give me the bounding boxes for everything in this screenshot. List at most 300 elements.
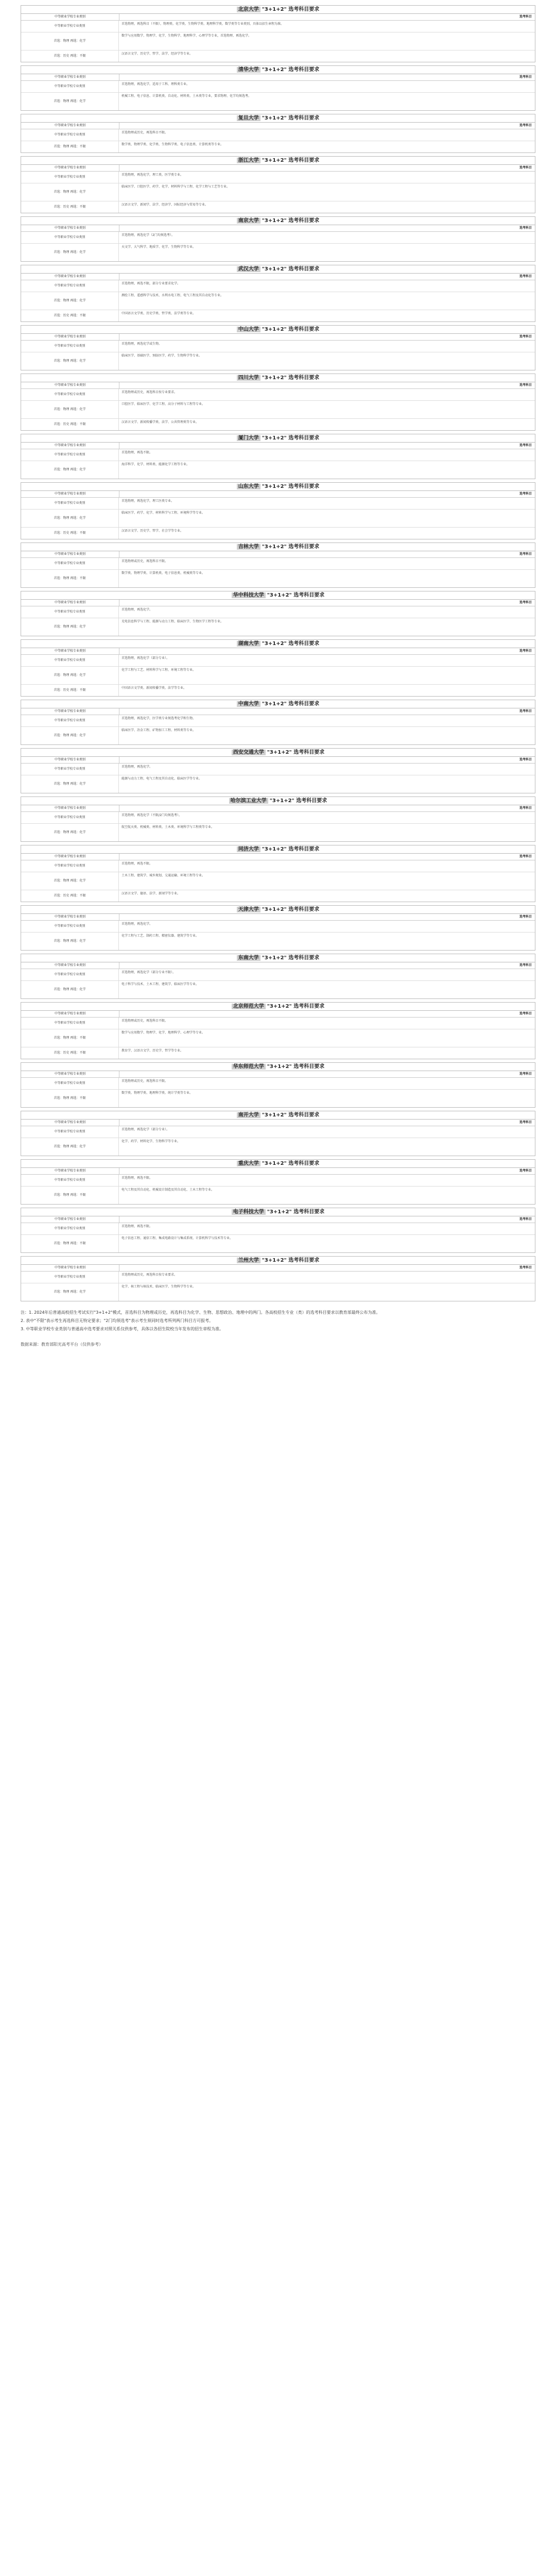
row-label: 首选：历史 再选：不限 [21,1047,119,1059]
header-right: 选考科目 [519,226,532,230]
row-value: 电子科学与技术、土木工程、建筑学、临床医学等专业。 [121,982,199,986]
row-value: 机械工程、电子信息、计算机类、自动化、材料类、土木类等专业，要求物理、化学均须选考。 [121,94,252,98]
table-header-row [21,74,535,81]
section-suffix: "3+1+2" 选考科目要求 [262,955,320,961]
table-row [21,775,535,793]
table-row [21,921,535,933]
row-label: 首选：物理 再选：化学 [21,775,119,793]
table-row [21,310,535,321]
header-left: 中等职业学校专业类别 [21,708,119,715]
row-value: 教育学、汉语言文学、历史学、哲学等专业。 [121,1049,184,1053]
table-row [21,933,535,950]
table-row [21,401,535,419]
header-left: 中等职业学校专业类别 [21,648,119,654]
header-right: 选考科目 [519,552,532,556]
requirements-section [21,65,535,111]
row-value: 数学类、物理学类、计算机类、电子信息类、机械类等专业。 [121,571,205,575]
row-label: 首选：物理 再选：不限 [21,570,119,587]
table-row [21,21,535,32]
university-name: 北京师范大学 [232,1004,266,1009]
requirements-section [21,1159,535,1205]
row-label: 中等职业学校专业类别 [21,129,119,141]
row-label: 中等职业学校专业类别 [21,969,119,980]
row-value: 首选物理，再选化学（部分专业）。 [121,1128,170,1131]
section-title [21,1063,535,1071]
table-row [21,1090,535,1107]
table-row [21,341,535,352]
table-row [21,81,535,93]
header-right: 选考科目 [519,709,532,713]
row-value: 化学工程与工艺、制药工程、精密仪器、建筑学等专业。 [121,934,199,938]
section-title [21,157,535,165]
requirements-section [21,434,535,479]
header-left: 中等职业学校专业类别 [21,443,119,449]
university-name: 吉林大学 [237,544,260,550]
row-value: 首选物理，再选科目（不限），物理类、化学类、生物科学类、地理科学类、数学类等专业类别，具体以招生章程为准。 [121,22,284,26]
table-row [21,244,535,261]
row-label: 首选：物理 再选：化学 [21,981,119,998]
row-value: 数学与应用数学、物理学、化学、生物科学、地理科学、心理学等专业，首选物理、再选化学。 [121,34,252,38]
header-right: 选考科目 [519,915,532,919]
row-value: 数学类、物理学类、地理科学类、统计学类等专业。 [121,1091,193,1095]
header-left: 中等职业学校专业类别 [21,757,119,763]
row-value: 化学工程与工艺、材料科学与工程、环境工程等专业。 [121,668,196,672]
note-paragraph: 3. 中等职业学校专业类别与普通高中选考要求对照关系仅供参考，具体以各招生院校当年发布的招生章程为准。 [21,1327,224,1331]
header-left: 中等职业学校专业类别 [21,1216,119,1223]
row-value: 首选物理，再选化学（不限/2门均须选考）。 [121,814,182,817]
section-title [21,1257,535,1265]
row-value: 汉语言文学、德语、法学、新闻学等专业。 [121,892,181,895]
row-label: 首选：物理 再选：化学 [21,1138,119,1156]
row-label: 首选：物理 再选：不限 [21,1029,119,1047]
row-value: 汉语言文学、新闻学、法学、经济学、国际经济与贸易等专业。 [121,203,208,207]
header-left: 中等职业学校专业类别 [21,1265,119,1271]
row-value: 测绘工程、遥感科学与技术、水利水电工程、电气工程及其自动化等专业。 [121,294,224,297]
requirements-section [21,639,535,697]
university-name: 哈尔滨工业大学 [229,798,268,804]
table-header-row [21,805,535,812]
university-name: 湖南大学 [237,641,260,647]
section-suffix: "3+1+2" 选考科目要求 [262,907,320,912]
row-label: 首选：物理 再选：不限 [21,1187,119,1204]
row-label: 中等职业学校专业类别 [21,1223,119,1234]
section-suffix: "3+1+2" 选考科目要求 [262,375,320,381]
table-header-row [21,1265,535,1272]
section-suffix: "3+1+2" 选考科目要求 [262,115,320,121]
section-title [21,66,535,74]
requirements-section [21,156,535,213]
row-value: 首选物理，再选化学，理工医类专业。 [121,499,175,503]
row-value: 光电信息科学与工程、能源与动力工程、临床医学、生物医学工程等专业。 [121,620,224,623]
university-name: 西安交通大学 [232,750,266,755]
table-header-row [21,382,535,389]
header-left: 中等职业学校专业类别 [21,165,119,171]
table-row [21,764,535,775]
table-row [21,389,535,401]
table-header-row [21,1216,535,1223]
header-left: 中等职业学校专业类别 [21,274,119,280]
university-name: 四川大学 [237,375,260,381]
university-name: 天津大学 [237,907,260,912]
requirements-section [21,5,535,62]
row-label: 首选：历史 再选：不限 [21,310,119,321]
table-row [21,981,535,998]
university-name: 武汉大学 [237,266,260,272]
university-name: 华中科技大学 [232,592,266,598]
row-label: 中等职业学校专业类别 [21,860,119,872]
header-right: 选考科目 [519,444,532,447]
university-name: 同济大学 [237,846,260,852]
header-right: 选考科目 [519,1072,532,1076]
section-suffix: "3+1+2" 选考科目要求 [267,1004,325,1009]
row-label: 中等职业学校专业类别 [21,1018,119,1029]
section-title [21,217,535,225]
table-header-row [21,14,535,21]
row-label: 中等职业学校专业类别 [21,341,119,352]
table-row [21,50,535,62]
table-row [21,1126,535,1138]
table-row [21,1138,535,1156]
section-suffix: "3+1+2" 选考科目要求 [262,266,320,272]
table-row [21,232,535,244]
university-name: 南京大学 [237,218,260,224]
row-value: 首选物理，再选化学。 [121,922,153,926]
university-name: 华东师范大学 [232,1064,266,1070]
section-title [21,954,535,962]
row-value: 首选物理，再选不限。 [121,1176,153,1180]
table-row [21,498,535,510]
section-suffix: "3+1+2" 选考科目要求 [269,798,327,804]
row-value: 首选物理或历史，再选科目不限。 [121,131,168,134]
requirements-section [21,1208,535,1253]
university-name: 电子科技大学 [232,1209,266,1215]
table-header-row [21,708,535,715]
row-value: 汉语言文学、历史学、哲学、法学、经济学等专业。 [121,52,193,56]
row-label: 中等职业学校专业类别 [21,172,119,183]
header-right: 选考科目 [519,855,532,858]
table-row [21,570,535,587]
header-right: 选考科目 [519,15,532,19]
header-right: 选考科目 [519,492,532,496]
section-suffix: "3+1+2" 选考科目要求 [262,158,320,163]
header-left: 中等职业学校专业类别 [21,1120,119,1126]
table-row [21,352,535,370]
row-value: 化学、药学、材料化学、生物科学等专业。 [121,1140,181,1143]
header-left: 中等职业学校专业类别 [21,854,119,860]
requirements-section [21,374,535,431]
row-label: 首选：物理 再选：化学 [21,352,119,370]
note-paragraph: 2. 表中"不限"表示考生再选科目无特定要求；"2门均须选考"表示考生须同时选考所列两门科目方可报考。 [21,1318,213,1323]
row-value: 土木工程、建筑学、城乡规划、交通运输、环境工程等专业。 [121,874,205,877]
row-value: 能源与动力工程、电气工程及其自动化、临床医学等专业。 [121,777,202,781]
header-right: 选考科目 [519,758,532,761]
row-label: 中等职业学校专业类别 [21,606,119,618]
row-value: 首选物理，再选不限，部分专业要求化学。 [121,282,181,285]
row-label: 中等职业学校专业类别 [21,232,119,243]
row-label: 首选：物理 再选：化学 [21,824,119,841]
section-suffix: "3+1+2" 选考科目要求 [262,641,320,647]
section-suffix: "3+1+2" 选考科目要求 [262,1258,320,1263]
table-row [21,32,535,50]
requirements-section [21,1002,535,1059]
row-label: 首选：历史 再选：不限 [21,201,119,213]
table-row [21,558,535,570]
row-value: 数学类、物理学类、化学类、生物科学类、电子信息类、计算机类等专业。 [121,143,224,146]
row-label: 首选：物理 再选：化学 [21,93,119,110]
table-header-row [21,962,535,969]
section-suffix: "3+1+2" 选考科目要求 [262,484,320,489]
header-left: 中等职业学校专业类别 [21,382,119,388]
row-label: 中等职业学校专业类别 [21,921,119,932]
row-label: 中等职业学校专业类别 [21,1175,119,1186]
row-value: 口腔医学、临床医学、化学工程、高分子材料与工程等专业。 [121,402,205,406]
table-row [21,618,535,636]
header-left: 中等职业学校专业类别 [21,551,119,557]
table-header-row [21,600,535,606]
row-value: 数学与应用数学、物理学、化学、地理科学、心理学等专业。 [121,1031,205,1035]
header-left: 中等职业学校专业类别 [21,123,119,129]
section-title [21,1111,535,1120]
header-right: 选考科目 [519,1121,532,1124]
row-label: 中等职业学校专业类别 [21,1126,119,1138]
row-value: 中国语言文学类、历史学类、哲学类、法学类等专业。 [121,312,196,315]
row-label: 中等职业学校专业类别 [21,449,119,461]
header-left: 中等职业学校专业类别 [21,225,119,231]
requirements-section [21,1111,535,1156]
row-value: 首选物理或历史，再选科目不限。 [121,560,168,563]
row-label: 中等职业学校专业类别 [21,21,119,32]
section-title [21,906,535,914]
header-right: 选考科目 [519,335,532,338]
section-title [21,265,535,274]
table-row [21,183,535,201]
row-value: 汉语言文学、新闻传播学类、法学、公共管理类等专业。 [121,420,199,424]
table-row [21,1283,535,1301]
row-label: 首选：历史 再选：不限 [21,50,119,62]
section-suffix: "3+1+2" 选考科目要求 [262,327,320,332]
header-right: 选考科目 [519,383,532,387]
header-right: 选考科目 [519,1217,532,1221]
header-left: 中等职业学校专业类别 [21,962,119,969]
table-row [21,1078,535,1090]
table-row [21,1235,535,1252]
requirements-section [21,543,535,588]
row-value: 首选物理，再选化学（部分专业不限）。 [121,971,176,974]
table-row [21,280,535,292]
row-label: 首选：物理 再选：不限 [21,1090,119,1107]
section-suffix: "3+1+2" 选考科目要求 [262,701,320,707]
row-label: 首选：物理 再选：化学 [21,667,119,684]
table-header-row [21,1168,535,1175]
row-value: 航空航天类、机械类、材料类、土木类、环境科学与工程类等专业。 [121,825,215,829]
row-label: 中等职业学校专业类别 [21,558,119,569]
row-label: 首选：物理 再选：化学 [21,618,119,636]
table-row [21,685,535,696]
row-value: 天文学、大气科学、地质学、化学、生物科学等专业。 [121,245,196,249]
university-name: 重庆大学 [237,1161,260,1166]
requirements-section [21,265,535,322]
table-row [21,172,535,183]
row-label: 中等职业学校专业类别 [21,280,119,292]
row-value: 首选物理或历史，再选科目按专业要求。 [121,1273,178,1277]
header-left: 中等职业学校专业类别 [21,1011,119,1017]
row-value: 电子信息工程、通信工程、集成电路设计与集成系统、计算机科学与技术等专业。 [121,1236,233,1240]
section-suffix: "3+1+2" 选考科目要求 [262,544,320,550]
section-title [21,1003,535,1011]
table-header-row [21,914,535,921]
table-row [21,1018,535,1029]
row-label: 首选：物理 再选：化学 [21,1283,119,1301]
table-row [21,1272,535,1283]
header-right: 选考科目 [519,166,532,170]
university-name: 北京大学 [237,7,260,12]
header-right: 选考科目 [519,601,532,604]
header-left: 中等职业学校专业类别 [21,491,119,497]
table-row [21,727,535,744]
row-value: 电气工程及其自动化、机械设计制造及其自动化、土木工程等专业。 [121,1188,215,1192]
section-suffix: "3+1+2" 选考科目要求 [262,1112,320,1118]
row-label: 中等职业学校专业类别 [21,498,119,509]
table-row [21,1047,535,1059]
requirements-section [21,325,535,370]
requirements-section [21,845,535,902]
row-value: 临床医学、冶金工程、矿物加工工程、材料类等专业。 [121,728,196,732]
university-name: 厦门大学 [237,435,260,441]
table-row [21,1187,535,1204]
section-title [21,483,535,491]
row-label: 中等职业学校专业类别 [21,389,119,400]
sections-container [0,5,556,1304]
table-header-row [21,491,535,498]
row-label: 首选：物理 再选：化学 [21,461,119,479]
section-suffix: "3+1+2" 选考科目要求 [267,750,325,755]
header-left: 中等职业学校专业类别 [21,14,119,20]
row-label: 中等职业学校专业类别 [21,1272,119,1283]
university-name: 兰州大学 [237,1258,260,1263]
section-suffix: "3+1+2" 选考科目要求 [262,846,320,852]
table-header-row [21,334,535,341]
requirements-section [21,482,535,539]
table-row [21,606,535,618]
section-suffix: "3+1+2" 选考科目要求 [262,7,320,12]
table-row [21,419,535,430]
table-row [21,201,535,213]
table-header-row [21,443,535,449]
university-name: 南开大学 [237,1112,260,1118]
table-row [21,667,535,685]
requirements-section [21,796,535,842]
table-row [21,812,535,824]
requirements-section [21,748,535,793]
row-label: 首选：物理 再选：化学 [21,401,119,418]
table-row [21,129,535,141]
university-name: 清华大学 [237,67,260,73]
row-value: 临床医学、基础医学、预防医学、药学、生物科学等专业。 [121,354,202,358]
header-left: 中等职业学校专业类别 [21,600,119,606]
section-title [21,1208,535,1216]
table-row [21,872,535,890]
section-title [21,6,535,14]
table-row [21,1223,535,1235]
table-row [21,655,535,667]
table-header-row [21,274,535,280]
notes-block [21,1310,535,1332]
footer-text: 数据来源：教育部阳光高考平台（仅供参考） [21,1342,103,1347]
row-label: 首选：物理 再选：化学 [21,933,119,950]
header-right: 选考科目 [519,75,532,79]
section-title [21,114,535,123]
table-row [21,141,535,152]
university-name: 中南大学 [237,701,260,707]
row-value: 首选物理，再选化学，医学类专业须选考化学和生物。 [121,717,196,720]
header-right: 选考科目 [519,1012,532,1015]
section-suffix: "3+1+2" 选考科目要求 [262,435,320,441]
requirements-section [21,114,535,153]
row-value: 首选物理，再选不限。 [121,451,153,454]
header-right: 选考科目 [519,649,532,653]
table-header-row [21,757,535,764]
row-label: 首选：物理 再选：化学 [21,244,119,261]
row-value: 首选物理或历史，再选科目不限。 [121,1079,168,1083]
table-row [21,292,535,310]
table-row [21,860,535,872]
row-label: 首选：历史 再选：不限 [21,890,119,902]
row-label: 首选：历史 再选：不限 [21,528,119,539]
section-title [21,700,535,708]
table-header-row [21,123,535,129]
requirements-section [21,954,535,999]
section-suffix: "3+1+2" 选考科目要求 [262,1161,320,1166]
table-header-row [21,1071,535,1078]
row-value: 首选物理，再选不限。 [121,1225,153,1228]
section-title [21,326,535,334]
table-header-row [21,1011,535,1018]
table-row [21,1029,535,1047]
header-left: 中等职业学校专业类别 [21,914,119,920]
section-title [21,749,535,757]
table-row [21,890,535,902]
row-value: 首选物理，再选化学（2门均须选考）。 [121,233,175,237]
row-value: 首选物理，再选化学，适用于工科、理科类专业。 [121,82,190,86]
table-row [21,528,535,539]
row-label: 首选：物理 再选：化学 [21,872,119,890]
row-value: 首选物理或历史，再选科目不限。 [121,1019,168,1023]
header-right: 选考科目 [519,1169,532,1173]
note-paragraph: 注：1. 2024年后普通高校招生考试实行"3+1+2"模式，首选科目为物理或历史，再选科目为化学、生物、思想政治、地理中的两门。各高校招生专业（类）的选考科目要求以教育部最终公布为准。 [21,1310,380,1315]
row-label: 首选：物理 再选：不限 [21,141,119,152]
section-suffix: "3+1+2" 选考科目要求 [267,1064,325,1070]
row-value: 首选物理，再选不限。 [121,862,153,866]
university-name: 浙江大学 [237,158,260,163]
section-suffix: "3+1+2" 选考科目要求 [262,67,320,73]
header-left: 中等职业学校专业类别 [21,805,119,811]
row-value: 首选物理，再选化学。 [121,608,153,612]
row-label: 首选：物理 再选：化学 [21,510,119,527]
section-title [21,591,535,600]
section-title [21,845,535,854]
header-left: 中等职业学校专业类别 [21,334,119,340]
requirements-section [21,1256,535,1301]
row-label: 首选：历史 再选：不限 [21,419,119,430]
university-name: 东南大学 [237,955,260,961]
table-header-row [21,1120,535,1126]
header-left: 中等职业学校专业类别 [21,74,119,80]
header-right: 选考科目 [519,275,532,278]
row-label: 中等职业学校专业类别 [21,715,119,726]
table-header-row [21,551,535,558]
requirements-section [21,591,535,636]
row-label: 中等职业学校专业类别 [21,81,119,92]
